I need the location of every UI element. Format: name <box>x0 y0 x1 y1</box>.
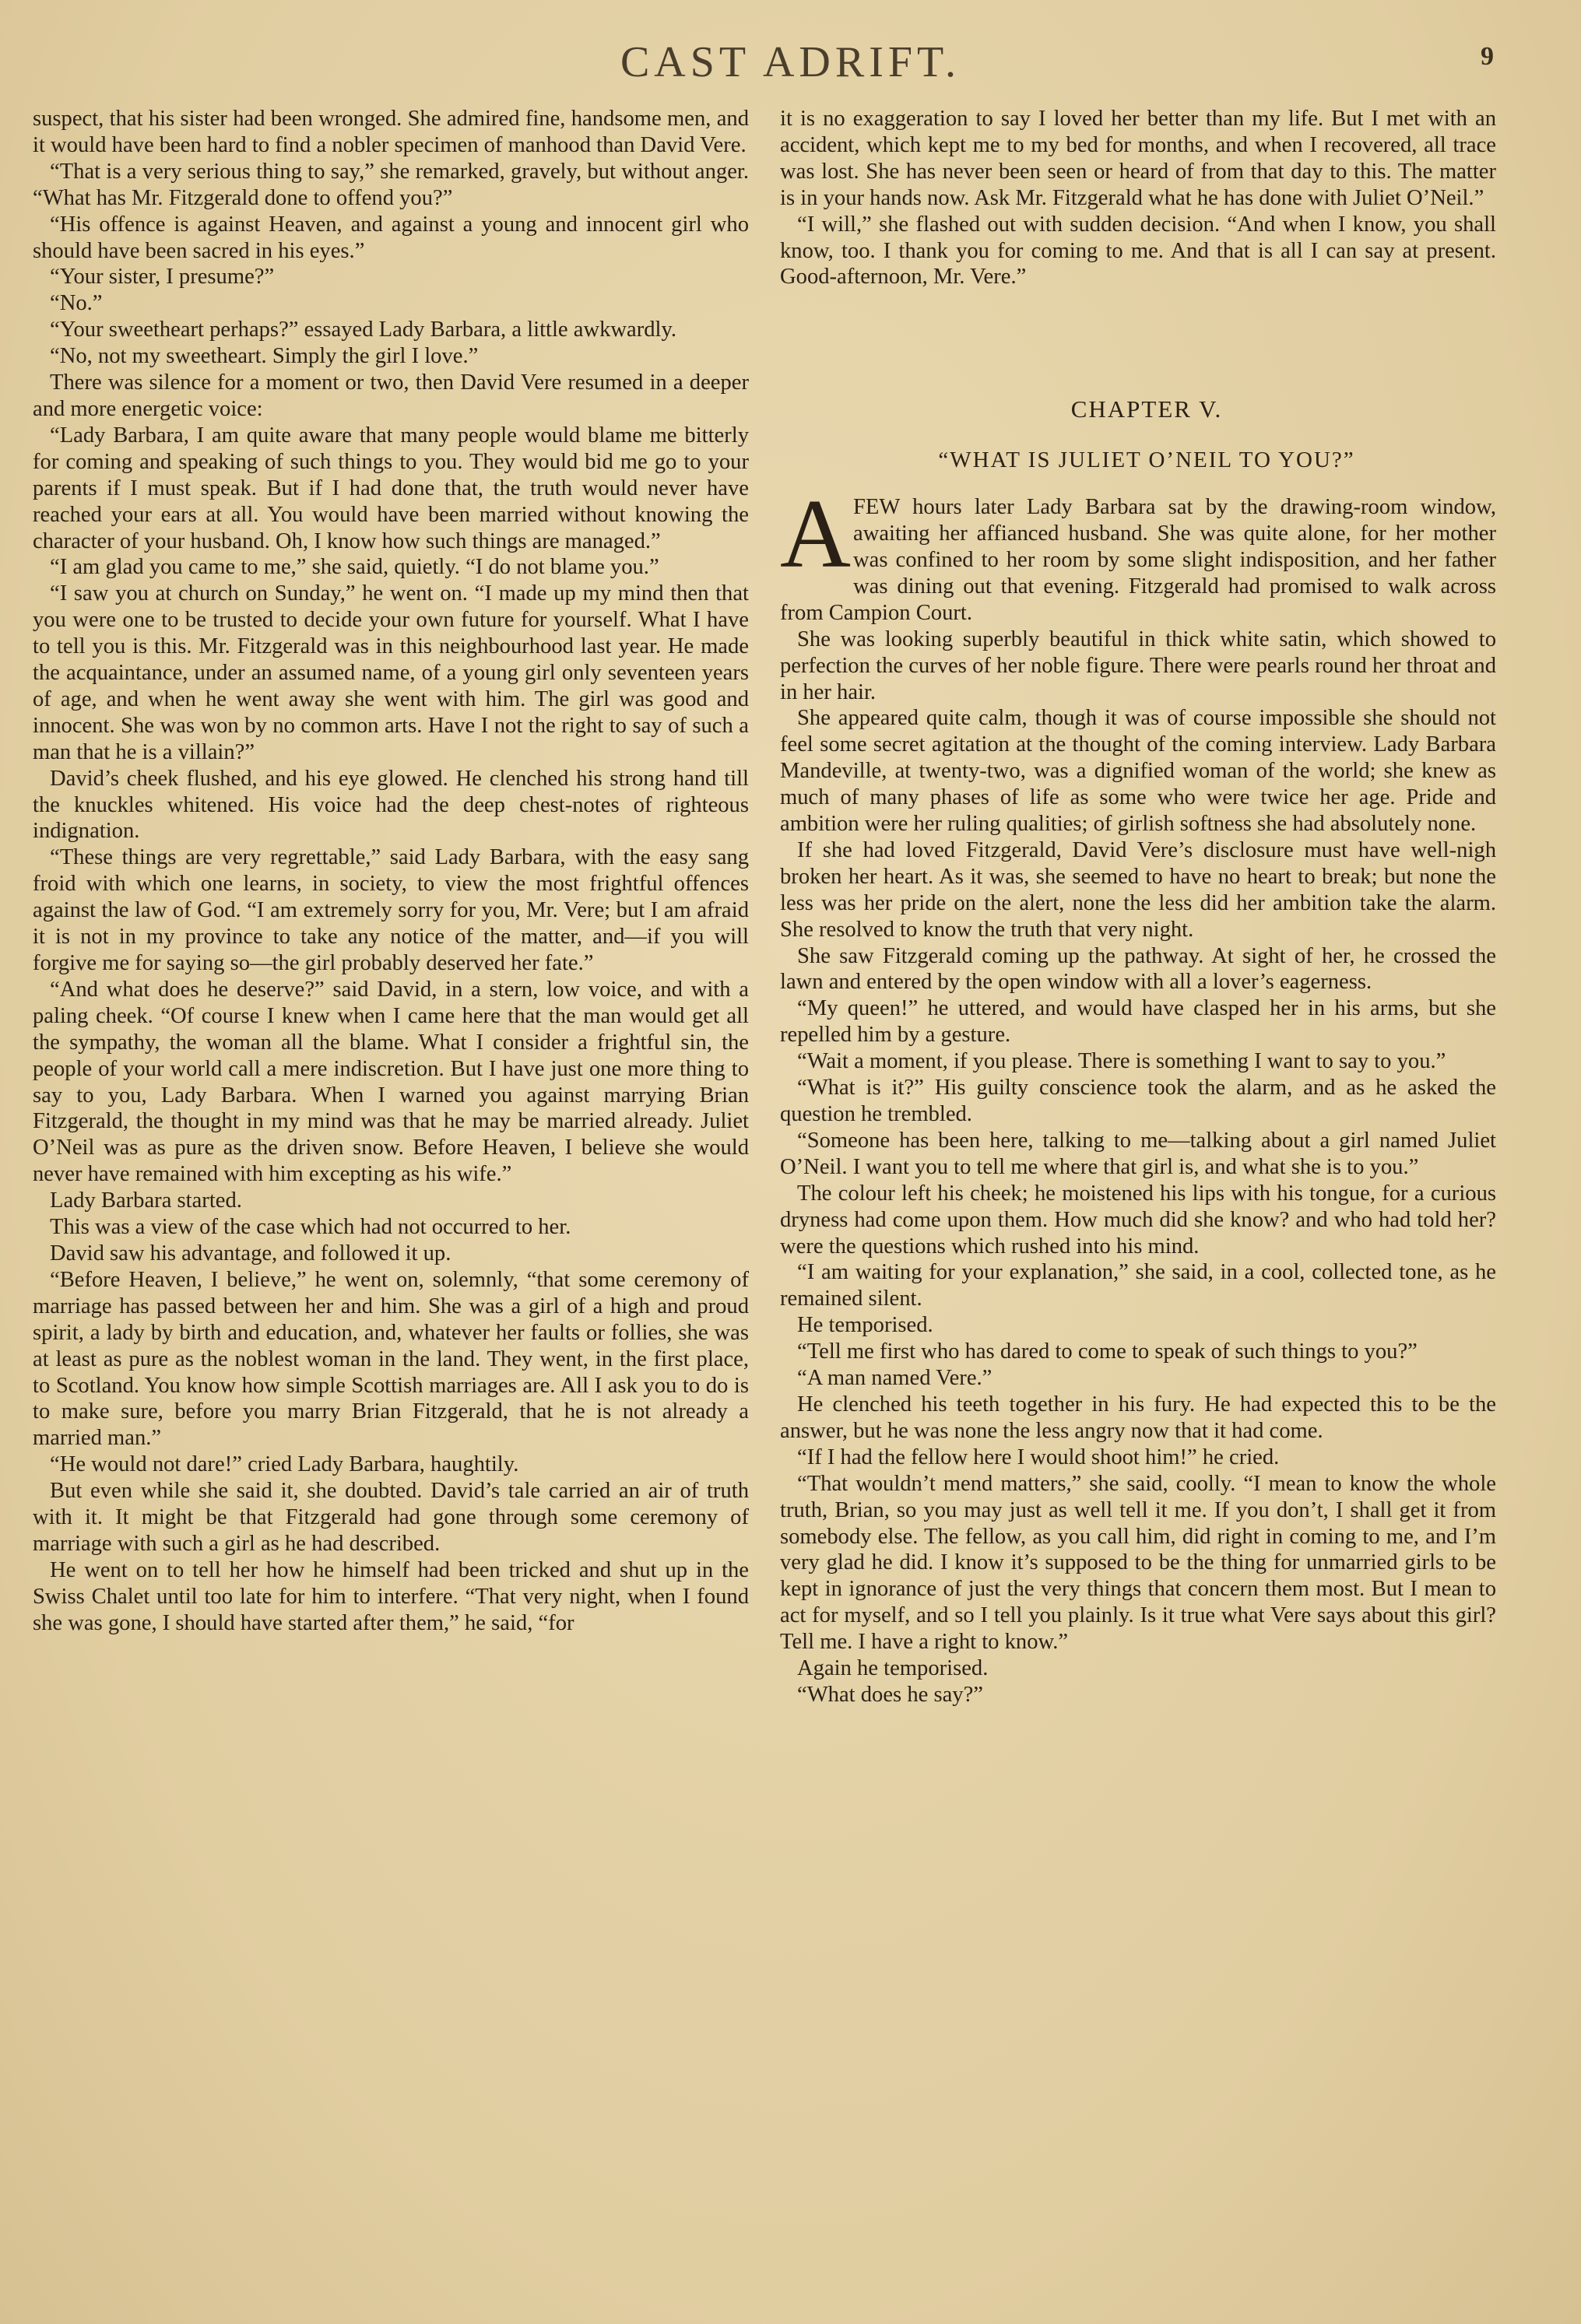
paragraph: This was a view of the case which had not occurred to her. <box>50 1215 571 1240</box>
paragraph: “Tell me first who has dared to come to speak of such things to you?” <box>797 1339 1418 1364</box>
running-title: CAST ADRIFT. <box>620 38 961 86</box>
paragraph: He went on to tell her how he himself had been tricked and shut up in the Swiss Chalet until too late for him to interfere. “That very night, when I found she was gone, I should have started after them,” he said, “for <box>33 1557 749 1635</box>
paragraph: it is no exaggeration to say I loved her better than my life. But I met with an accident, which kept me to my bed for months, and when I recovered, all trace was lost. She has never been seen or heard of from that day to this. The matter is in your hands now. Ask Mr. Fitzgerald what he has done with Juliet O’Neil.” <box>780 107 1496 210</box>
chapter-opening <box>780 480 1496 627</box>
paragraph: “Wait a moment, if you please. There is something I want to say to you.” <box>797 1049 1446 1074</box>
opening-paragraph: FEW hours later Lady Barbara sat by the drawing-room window, awaiting her affianced husband. She was quite alone, for her mother was confined to her room by some slight indisposition, and her father was dining out that evening. Fitzgerald had promised to walk across from Campion Court. <box>780 495 1496 625</box>
paragraph: There was silence for a moment or two, then David Vere resumed in a deeper and more energetic voice: <box>33 370 749 421</box>
paragraph: She appeared quite calm, though it was of course impossible she should not feel some secret agitation at the thought of the coming interview. Lady Barbara Mandeville, at twenty-two, was a dignified woman of the world; she knew as much of many phases of life as some who were twice her age. Pride and ambition were her ruling qualities; of girlish softness she had absolutely none. <box>780 706 1496 837</box>
paragraph: She saw Fitzgerald coming up the pathway. At sight of her, he crossed the lawn and entered by the open window with all a lover’s eagerness. <box>780 943 1496 995</box>
paragraph: David saw his advantage, and followed it up. <box>50 1241 451 1266</box>
paragraph: But even while she said it, she doubted. David’s tale carried an air of truth with it. It might be that Fitzgerald had gone through some ceremony of marriage with such a girl as he had described. <box>33 1479 749 1556</box>
drop-cap: A <box>780 480 851 589</box>
paragraph: Again he temporised. <box>797 1656 989 1681</box>
paragraph: “He would not dare!” cried Lady Barbara, haughtily. <box>50 1452 519 1477</box>
left-column <box>33 106 749 1637</box>
page-header <box>0 31 1581 93</box>
paragraph: He temporised. <box>797 1313 933 1338</box>
paragraph: “Before Heaven, I believe,” he went on, solemnly, “that some ceremony of marriage has passed between her and him. She was a girl of a high and proud spirit, a lady by birth and education, and, whatever her faults or follies, she was at least as pure as the noblest woman in the land. They went, in the first place, to Scotland. You know how simple Scottish marriages are. All I ask you to do is to make sure, before you marry Brian Fitzgerald, that he is not already a married man.” <box>33 1267 749 1451</box>
paragraph: He clenched his teeth together in his fury. He had expected this to be the answer, but he was none the less angry now that it had come. <box>780 1392 1496 1443</box>
paragraph: “What is it?” His guilty conscience took the alarm, and as he asked the question he trembled. <box>780 1076 1496 1126</box>
paragraph: “I am waiting for your explanation,” she said, in a cool, collected tone, as he remained silent. <box>780 1260 1496 1311</box>
paragraph: “I am glad you came to me,” she said, quietly. “I do not blame you.” <box>50 555 659 580</box>
paragraph: “What does he say?” <box>797 1682 983 1707</box>
paragraph: suspect, that his sister had been wronged. She admired fine, handsome men, and it would have been hard to find a nobler specimen of manhood than David Vere. <box>33 107 749 157</box>
chapter-number: CHAPTER V. <box>1070 395 1223 423</box>
paragraph: “These things are very regrettable,” said Lady Barbara, with the easy sang froid with which one learns, in society, to view the most frightful offences against the law of God. “I am extremely sorry for you, Mr. Vere; but I am afraid it is not in my province to take any notice of the matter, and—if you will forgive me for saying so—the girl probably deserved her fate.” <box>33 845 749 975</box>
paragraph: “Your sister, I presume?” <box>50 265 275 290</box>
page-number: 9 <box>1481 42 1494 71</box>
paragraph: “Lady Barbara, I am quite aware that many people would blame me bitterly for coming and speaking of such things to you. They would bid me go to your parents if I must speak. But if I had done that, the truth would never have reached your ears at all. You would have been married without knowing the character of your husband. Oh, I know how such things are managed.” <box>33 423 749 553</box>
paragraph: “No.” <box>50 291 103 316</box>
paragraph: “That wouldn’t mend matters,” she said, coolly. “I mean to know the whole truth, Brian, so you may just as well tell it me. If you don’t, I shall get it from somebody else. The fellow, as you call him, did right in coming to me, and I’m very glad he did. I know it’s supposed to be the thing for unmarried girls to be kept in ignorance of just the very things that concern them most. But I mean to act for myself, and so I tell you plainly. Is it true what Vere says about this girl? Tell me. I have a right to know.” <box>780 1471 1496 1655</box>
chapter-title: “WHAT IS JULIET O’NEIL TO YOU?” <box>938 448 1355 473</box>
paragraph: She was looking superbly beautiful in thick white satin, which showed to perfection the curves of her noble figure. There were pearls round her throat and in her hair. <box>780 627 1496 704</box>
paragraph: “And what does he deserve?” said David, in a stern, low voice, and with a paling cheek. “Of course I knew when I came here that the man would get all the sympathy, the woman all the blame. What I consider a frightful sin, the people of your world call a mere indiscretion. But I have just one more thing to say to you, Lady Barbara. When I warned you against marrying Brian Fitzgerald, the thought in my mind was that he may be married already. Juliet O’Neil was as pure as the driven snow. Before Heaven, I believe she would never have remained with him excepting as his wife.” <box>33 977 749 1187</box>
paragraph: “Someone has been here, talking to me—talking about a girl named Juliet O’Neil. I want you to tell me where that girl is, and what she is to you.” <box>780 1128 1496 1179</box>
paragraph: Lady Barbara started. <box>50 1188 242 1213</box>
paragraph: “I will,” she flashed out with sudden decision. “And when I know, you shall know, too. I thank you for coming to me. And that is all I can say at present. Good-afternoon, Mr. Vere.” <box>780 212 1496 290</box>
paragraph: The colour left his cheek; he moistened his lips with his tongue, for a curious dryness had come upon them. How much did she know? and who had told her? were the questions which rushed into his mind. <box>780 1181 1496 1259</box>
paragraph: “His offence is against Heaven, and against a young and innocent girl who should have been sacred in his eyes.” <box>33 212 749 263</box>
paragraph: “I saw you at church on Sunday,” he went on. “I made up my mind then that you were one to be trusted to decide your own future for yourself. What I have to tell you is this. Mr. Fitzgerald was in this neighbourhood last year. He made the acquaintance, under an assumed name, of a young girl only seventeen years of age, and when he went away she went with him. The girl was good and innocent. She was won by no common arts. Have I not the right to say of such a man that he is a villain?” <box>33 581 749 764</box>
paragraph: “Your sweetheart perhaps?” essayed Lady Barbara, a little awkwardly. <box>50 318 677 342</box>
paragraph: “My queen!” he uttered, and would have clasped her in his arms, but she repelled him by a gesture. <box>780 996 1496 1048</box>
paragraph: “That is a very serious thing to say,” she remarked, gravely, but without anger. “What has Mr. Fitzgerald done to offend you?” <box>33 159 749 210</box>
paragraph: If she had loved Fitzgerald, David Vere’s disclosure must have well-nigh broken her heart. As it was, she seemed to have no heart to break; but none the less was her pride on the alert, none the less did her ambition take the alarm. She resolved to know the truth that very night. <box>780 837 1496 942</box>
right-column <box>780 106 1496 1708</box>
paragraph: “A man named Vere.” <box>797 1366 993 1391</box>
paragraph: “If I had the fellow here I would shoot him!” he cried. <box>797 1445 1280 1469</box>
paragraph: “No, not my sweetheart. Simply the girl I love.” <box>50 344 479 369</box>
paragraph: David’s cheek flushed, and his eye glowed. He clenched his strong hand till the knuckles whitened. His voice had the deep chest-notes of righteous indignation. <box>33 766 749 844</box>
